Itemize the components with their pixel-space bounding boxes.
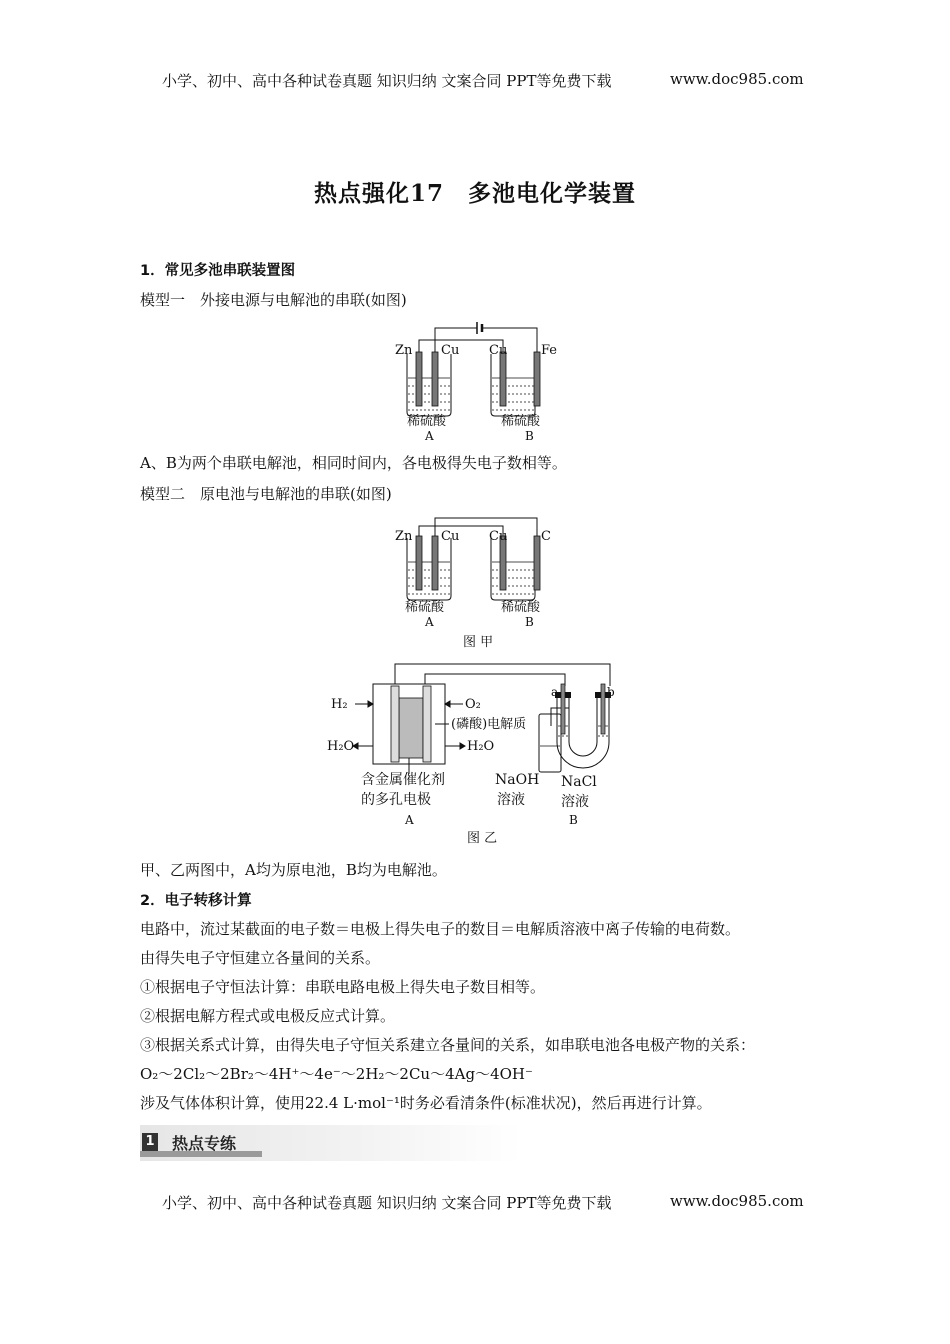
item-3: ③根据关系式计算，由得失电子守恒关系建立各量间的关系，如串联电池各电极产物的关系： — [140, 1036, 756, 1054]
page-footer-text: 小学、初中、高中各种试卷真题 知识归纳 文案合同 PPT等免费下载 — [162, 1194, 612, 1212]
fig1-a-left-label: Zn — [395, 343, 413, 358]
fig3-caption: 图 乙 — [467, 831, 498, 846]
fig2-caption: 图 甲 — [463, 635, 494, 650]
section-bar-icon: 1 — [142, 1133, 158, 1151]
fig3-naoh-line1: NaOH — [495, 772, 540, 788]
fig3-electrode-line2: 的多孔电极 — [361, 792, 431, 808]
fig3-b-label: B — [569, 813, 578, 827]
fig2-b-label: B — [525, 615, 534, 629]
figure-yi — [325, 656, 625, 848]
figure-note: 甲、乙两图中，A均为原电池，B均为电解池。 — [140, 861, 447, 879]
fig3-b-electrode: b — [607, 685, 615, 699]
fig3-electrolyte-label: (磷酸)电解质 — [451, 717, 527, 732]
fig3-o2-label: O₂ — [465, 697, 481, 712]
fig2-a-solution: 稀硫酸 — [405, 600, 445, 615]
model2-text: 模型二 原电池与电解池的串联(如图) — [140, 485, 392, 503]
page-header-text: 小学、初中、高中各种试卷真题 知识归纳 文案合同 PPT等免费下载 — [162, 72, 612, 90]
model1-text: 模型一 外接电源与电解池的串联(如图) — [140, 291, 407, 309]
figure-model1 — [385, 316, 565, 446]
fig1-b-label: B — [525, 429, 534, 443]
fig3-naoh-line2: 溶液 — [497, 792, 525, 808]
item-1: ①根据电子守恒法计算：串联电路电极上得失电子数目相等。 — [140, 978, 546, 996]
fig3-h2o-right-label: H₂O — [467, 739, 495, 754]
fig2-b-right-label: C — [541, 529, 551, 544]
item-2: ②根据电解方程式或电极反应式计算。 — [140, 1007, 396, 1025]
fig3-a-label: A — [405, 813, 414, 827]
figure-jia — [385, 510, 565, 652]
fig1-b-solution: 稀硫酸 — [501, 414, 541, 429]
section2-heading: 2．电子转移计算 — [140, 893, 252, 909]
fig2-b-left-label: Cu — [489, 529, 508, 544]
section-bar-label: 热点专练 — [172, 1134, 237, 1153]
fig1-a-right-label: Cu — [441, 343, 460, 358]
section1-heading: 1．常见多池串联装置图 — [140, 263, 296, 279]
fig2-a-left-label: Zn — [395, 529, 413, 544]
page-header-url[interactable]: www.doc985.com — [670, 70, 804, 88]
fig3-electrode-line1: 含金属催化剂 — [361, 772, 445, 788]
paragraph-2: 由得失电子守恒建立各量间的关系。 — [140, 949, 381, 967]
fig1-b-left-label: Cu — [489, 343, 508, 358]
fig1-a-solution: 稀硫酸 — [407, 414, 447, 429]
fig2-b-solution: 稀硫酸 — [501, 600, 541, 615]
fig2-a-right-label: Cu — [441, 529, 460, 544]
paragraph-1: 电路中，流过某截面的电子数＝电极上得失电子的数目＝电解质溶液中离子传输的电荷数。 — [140, 920, 741, 938]
fig1-a-label: A — [425, 429, 434, 443]
fig2-a-label: A — [425, 615, 434, 629]
page-title: 热点强化17 多池电化学装置 — [313, 180, 636, 207]
fig3-h2-label: H₂ — [331, 697, 348, 712]
fig3-nacl-line2: 溶液 — [561, 794, 589, 810]
model1-note: A、B为两个串联电解池，相同时间内，各电极得失电子数相等。 — [140, 454, 567, 472]
paragraph-3: 涉及气体体积计算，使用22.4 L·mol⁻¹时务必看清条件(标准状况)，然后再进行计算。 — [140, 1094, 712, 1112]
fig1-b-right-label: Fe — [541, 343, 558, 358]
fig3-nacl-line1: NaCl — [561, 774, 597, 790]
section-bar — [140, 1125, 522, 1161]
page-footer-url[interactable]: www.doc985.com — [670, 1192, 804, 1210]
fig3-h2o-left-label: H₂O — [327, 739, 355, 754]
relation-chain: O₂～2Cl₂～2Br₂～4H⁺～4e⁻～2H₂～2Cu～4Ag～4OH⁻ — [140, 1065, 533, 1083]
fig3-a-electrode: a — [551, 685, 559, 699]
